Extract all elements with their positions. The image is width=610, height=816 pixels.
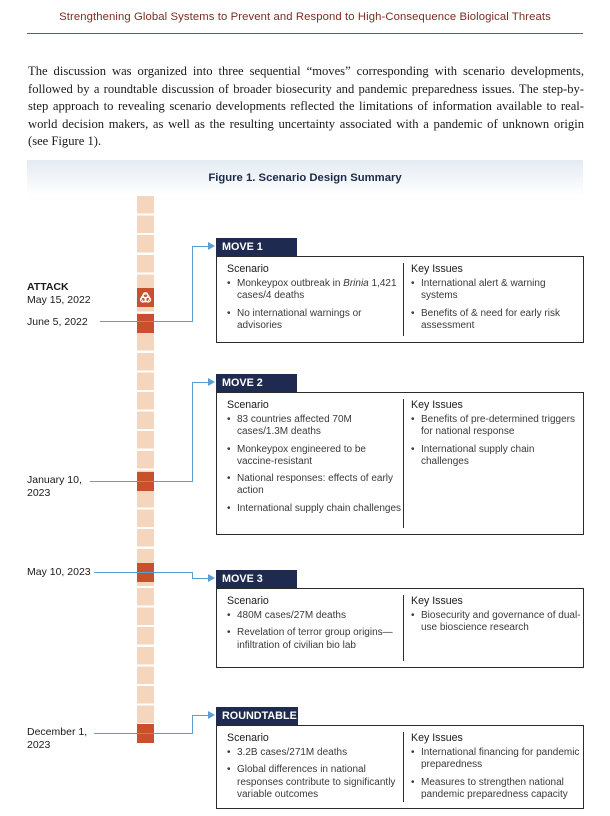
key-issues-column (411, 732, 581, 806)
intro-paragraph: The discussion was organized into three sequential “moves” corresponding with scenario developments, followed by a roundtable discussion of broader biosecurity and pandemic preparedness issues. The step-by-step approach to revealing scenario developments reflected the limitations of information available to real-world decision makers, as well as the resulting uncertainty associated with a pandemic of unknown origin (see Figure 1). (28, 64, 584, 149)
list-item (411, 610, 581, 635)
date-label: January 10, 2023 (27, 474, 82, 499)
arrow-icon (208, 378, 215, 386)
connector-line (192, 578, 209, 579)
column-divider (403, 399, 404, 528)
date-label: December 1, 2023 (27, 726, 88, 751)
scenario-column (227, 595, 403, 657)
list-item (411, 444, 581, 469)
list-item (227, 764, 403, 801)
key-issues-column (411, 595, 581, 640)
list-item-text: Benefits of & need for early risk assessment (421, 307, 560, 331)
roundtable-box (216, 725, 584, 809)
running-header (0, 0, 610, 36)
connector-line (94, 733, 192, 734)
list-item-text: Measures to strengthen national pandemic preparedness capacity (421, 776, 568, 800)
move-1-tab: MOVE 1 (216, 238, 297, 256)
list-item-text: International financing for pandemic preparedness (421, 747, 580, 771)
connector-line (192, 715, 193, 734)
biohazard-icon (137, 288, 154, 307)
connector-line (192, 246, 209, 247)
list-item (227, 278, 403, 303)
column-divider (403, 263, 404, 336)
move-2-box (216, 392, 584, 535)
date-label: June 5, 2022 (27, 316, 88, 328)
key-issues-list (411, 747, 581, 801)
list-item (411, 747, 581, 772)
scenario-list (227, 747, 403, 801)
timeline-track (137, 196, 154, 745)
move-3-tab: MOVE 3 (216, 570, 297, 588)
list-item (227, 610, 403, 622)
arrow-icon (208, 242, 215, 250)
list-item-text: National responses: effects of early action (237, 473, 394, 497)
key-issues-heading: Key Issues (411, 399, 463, 411)
list-item (227, 308, 403, 333)
list-item-text: Monkeypox engineered to be vaccine-resistant (237, 443, 366, 467)
list-item-text: No international warnings or advisories (237, 307, 362, 331)
list-item (227, 747, 403, 759)
connector-line (90, 481, 192, 482)
scenario-column (227, 399, 403, 520)
list-item-text: International supply chain challenges (237, 502, 401, 514)
list-item-text: Benefits of pre-determined triggers for national response (421, 414, 575, 438)
list-item (227, 414, 403, 439)
timeline-marker-june-2022 (137, 314, 154, 333)
list-item (411, 308, 581, 333)
key-issues-heading: Key Issues (411, 595, 463, 607)
list-item (227, 473, 403, 498)
list-item (227, 627, 403, 652)
scenario-column (227, 263, 403, 337)
move-2-tab: MOVE 2 (216, 374, 297, 392)
list-item-text: International alert & warning systems (421, 278, 546, 302)
connector-line (192, 246, 193, 322)
list-item-text: 3.2B cases/271M deaths (237, 747, 348, 758)
list-item (411, 278, 581, 303)
key-issues-heading: Key Issues (411, 732, 463, 744)
list-item-text: Biosecurity and governance of dual-use bioscience research (421, 610, 581, 634)
key-issues-list (411, 414, 581, 468)
header-title: Strengthening Global Systems to Prevent and Respond to High-Consequence Biological Threats (59, 11, 551, 23)
connector-line (192, 382, 193, 482)
list-item-text: Monkeypox outbreak in Brinia 1,421 cases/4 deaths (237, 278, 397, 302)
list-item (411, 777, 581, 802)
connector-line (94, 572, 192, 573)
list-item-text: 480M cases/27M deaths (237, 610, 346, 621)
scenario-list (227, 414, 403, 515)
connector-line (100, 321, 192, 322)
roundtable-tab: ROUNDTABLE (216, 707, 298, 725)
attack-label: ATTACK (27, 281, 69, 293)
column-divider (403, 595, 404, 661)
date-label: May 10, 2023 (27, 566, 91, 578)
key-issues-list (411, 610, 581, 635)
scenario-heading: Scenario (227, 399, 269, 411)
arrow-icon (208, 711, 215, 719)
header-divider (27, 33, 583, 34)
list-item-text: Global differences in national responses contribute to significantly variable outcomes (237, 764, 396, 800)
key-issues-list (411, 278, 581, 332)
scenario-list (227, 610, 403, 652)
list-item-text: Revelation of terror group origins—infiltration of civilian bio lab (237, 627, 393, 651)
scenario-heading: Scenario (227, 263, 269, 275)
scenario-heading: Scenario (227, 732, 269, 744)
country-name: Brinia (343, 278, 369, 289)
list-item (227, 444, 403, 469)
scenario-heading: Scenario (227, 595, 269, 607)
date-label: May 15, 2022 (27, 293, 91, 306)
key-issues-column (411, 399, 581, 473)
list-item-text: 83 countries affected 70M cases/1.3M deaths (237, 414, 352, 438)
connector-line (192, 382, 209, 383)
move-1-box (216, 256, 584, 343)
scenario-list (227, 278, 403, 332)
column-divider (403, 732, 404, 802)
list-item (411, 414, 581, 439)
arrow-icon (208, 574, 215, 582)
connector-line (192, 715, 209, 716)
list-item (227, 503, 403, 515)
scenario-column (227, 732, 403, 806)
key-issues-heading: Key Issues (411, 263, 463, 275)
move-3-box (216, 588, 584, 668)
key-issues-column (411, 263, 581, 337)
date-attack (27, 281, 91, 306)
list-item-text: International supply chain challenges (421, 443, 535, 467)
figure-title: Figure 1. Scenario Design Summary (208, 172, 402, 184)
